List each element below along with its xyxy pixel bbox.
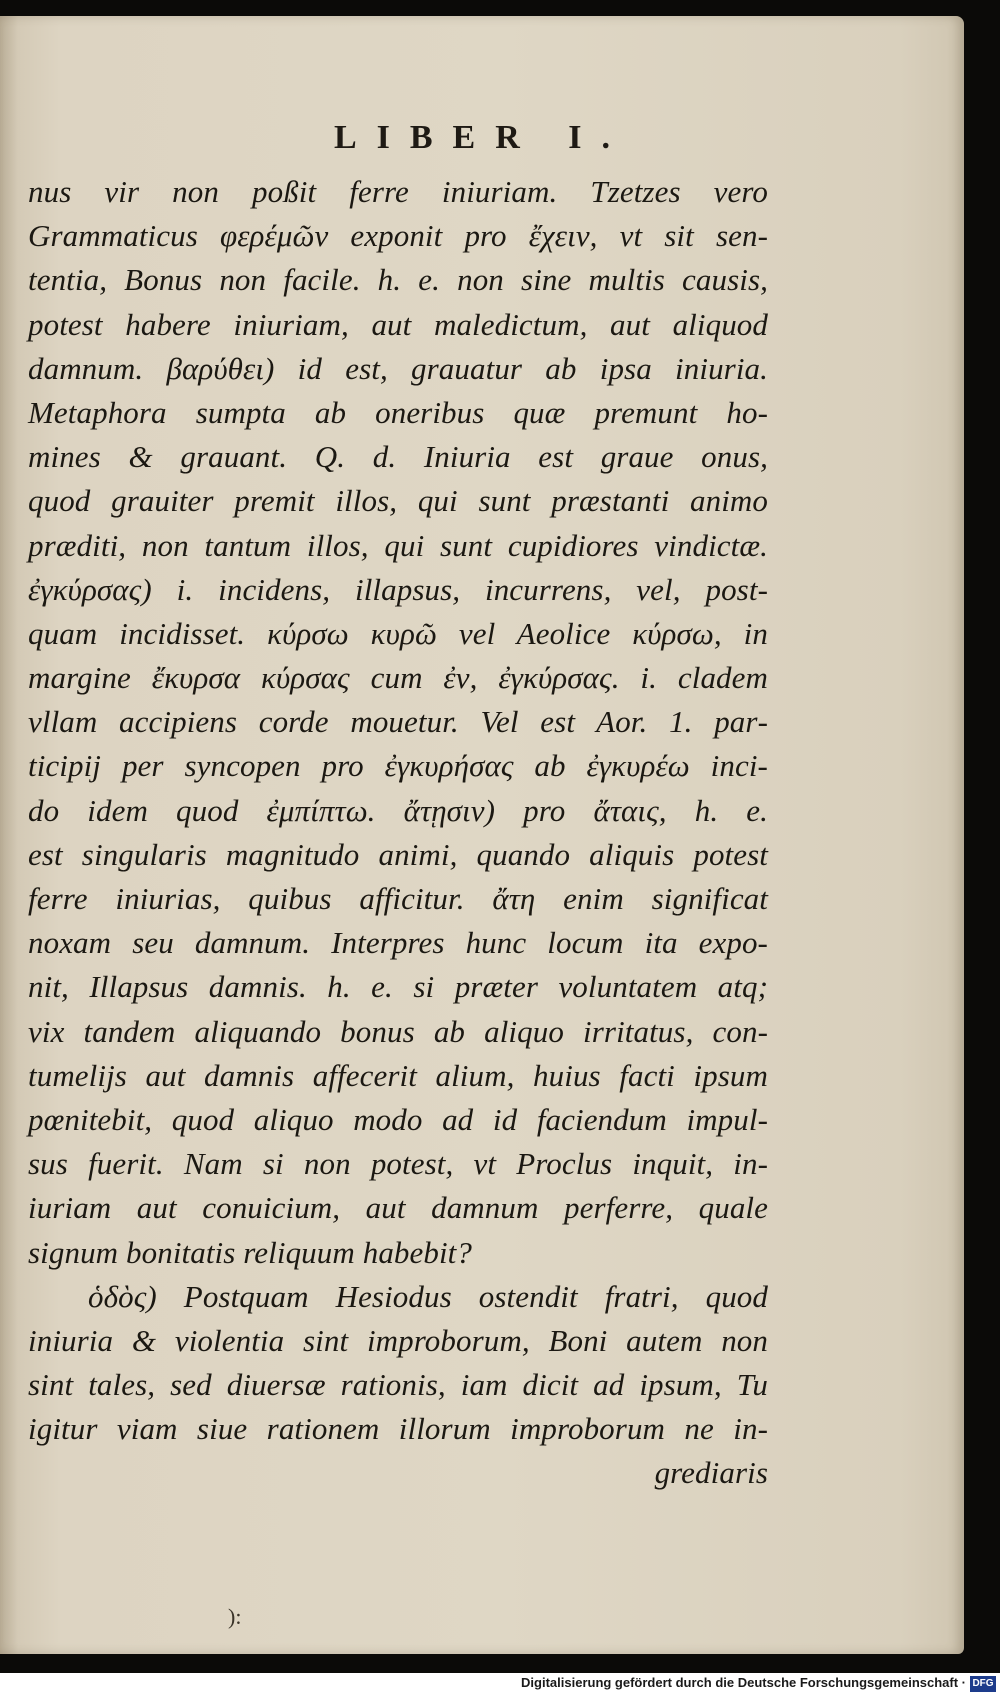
- text-line: ticipij per syncopen pro ἐγκυρήσας ab ἐγκυρέω inci‑: [28, 748, 768, 784]
- text-line: pœnitebit, quod aliquo modo ad id faciendum impul‑: [28, 1101, 768, 1137]
- text-line: ferre iniurias, quibus afficitur. ἄτη enim significat: [28, 881, 768, 916]
- text-line: igitur viam siue rationem illorum improborum ne in‑: [28, 1411, 768, 1447]
- dfg-logo-icon: DFG: [970, 1676, 996, 1692]
- text-line: do idem quod ἐμπίπτω. ἄτῃσιν) pro ἄταις, h. e.: [28, 792, 768, 828]
- text-line: Grammaticus φερέμῶν exponit pro ἔχειν, vt sit sen‑: [28, 218, 768, 254]
- text-line: præditi, non tantum illos, qui sunt cupidiores vindictæ.: [28, 527, 768, 563]
- footer-bar: [0, 1673, 1000, 1697]
- text-line: ὁδὸς) Postquam Hesiodus ostendit fratri, quod: [88, 1278, 768, 1314]
- text-line: potest habere iniuriam, aut maledictum, aut aliquod: [28, 306, 768, 342]
- text-line: vix tandem aliquando bonus ab aliquo irritatus, con‑: [28, 1013, 768, 1049]
- text-line: sus fuerit. Nam si non potest, vt Proclus inquit, in‑: [28, 1146, 768, 1182]
- text-line: Metaphora sumpta ab oneribus quæ premunt ho‑: [28, 394, 768, 430]
- text-line: noxam seu damnum. Interpres hunc locum ita expo‑: [28, 925, 768, 961]
- text-line: iniuria & violentia sint improborum, Boni autem non: [28, 1322, 768, 1358]
- text-line: tumelijs aut damnis affecerit alium, huius facti ipsum: [28, 1057, 768, 1093]
- book-page: [0, 16, 964, 1654]
- catchword: grediaris: [654, 1455, 768, 1491]
- text-line: mines & grauant. Q. d. Iniuria est graue onus,: [28, 439, 768, 475]
- running-header: LIBER I.: [333, 119, 631, 156]
- text-line: vllam accipiens corde mouetur. Vel est Aor. 1. par‑: [28, 704, 768, 740]
- text-line: damnum. βαρύθει) id est, grauatur ab ipsa iniuria.: [28, 350, 768, 386]
- text-line: signum bonitatis reliquum habebit?: [28, 1234, 472, 1270]
- text-line: ἐγκύρσας) i. incidens, illapsus, incurrens, vel, post‑: [28, 571, 768, 607]
- text-line: nit, Illapsus damnis. h. e. si præter voluntatem atq;: [28, 969, 768, 1005]
- text-line: iuriam aut conuicium, aut damnum perferre, quale: [28, 1190, 768, 1226]
- funding-credit: Digitalisierung gefördert durch die Deutsche Forschungsgemeinschaft ·: [521, 1675, 966, 1690]
- signature-mark: ):: [228, 1604, 242, 1629]
- body-text: [28, 170, 768, 1496]
- text-line: quod grauiter premit illos, qui sunt præstanti animo: [28, 483, 768, 519]
- text-line: tentia, Bonus non facile. h. e. non sine multis causis,: [28, 262, 768, 298]
- text-line: est singularis magnitudo animi, quando aliquis potest: [28, 836, 768, 872]
- text-line: margine ἔκυρσα κύρσας cum ἐν, ἐγκύρσας. i. cladem: [28, 660, 768, 696]
- text-line: quam incidisset. κύρσω κυρῶ vel Aeolice κύρσω, in: [28, 615, 768, 651]
- text-line: sint tales, sed diuersæ rationis, iam dicit ad ipsum, Tu: [28, 1367, 768, 1403]
- text-line: nus vir non poßit ferre iniuriam. Tzetzes vero: [28, 174, 768, 209]
